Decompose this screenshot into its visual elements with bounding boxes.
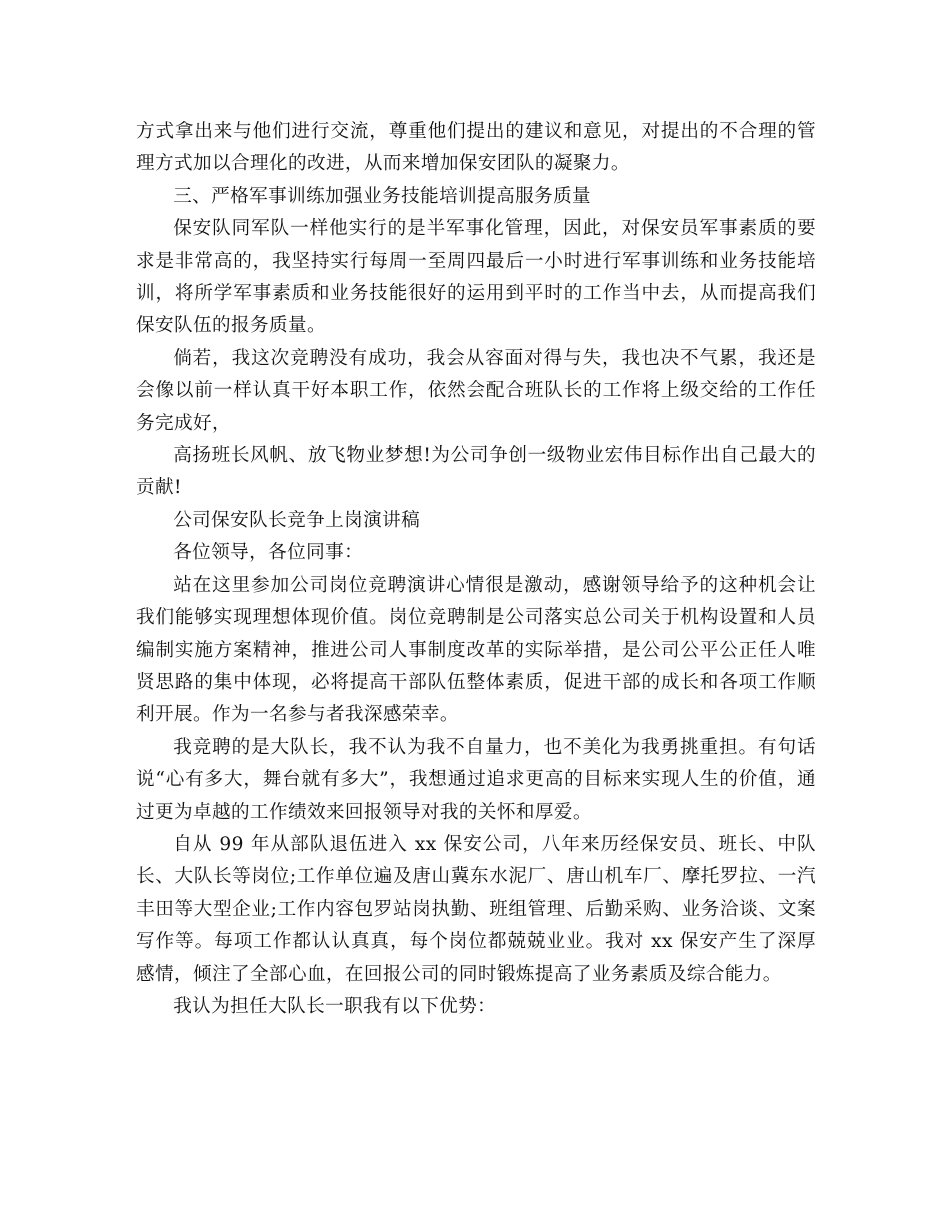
speech-title: 公司保安队长竞争上岗演讲稿 (173, 509, 421, 531)
salutation: 各位领导，各位同事： (173, 542, 364, 564)
paragraph-4: 倘若，我这次竞聘没有成功，我会从容面对得与失，我也决不气累，我还是会像以前一样认真干好本职工作，依然会配合班队长的工作将上级交给的工作任务完成好， (136, 347, 816, 434)
paragraph-8: 站在这里参加公司岗位竞聘演讲心情很是激动，感谢领导给予的这种机会让我们能够实现理想体现价值。岗位竞聘制是公司落实总公司关于机构设置和人员编制实施方案精神，推进公司人事制度改革的实际举措，是公司公平公正任人唯贤思路的集中体现，必将提高干部队伍整体素质，促进干部的成长和各项工作顺利开展。作为一名参与者我深感荣幸。 (136, 574, 816, 726)
paragraph-2: 三、严格军事训练加强业务技能培训提高服务质量 (173, 185, 592, 207)
paragraph-3: 保安队同军队一样他实行的是半军事化管理，因此，对保安员军事素质的要求是非常高的，我坚持实行每周一至周四最后一小时进行军事训练和业务技能培训，将所学军事素质和业务技能很好的运用到平时的工作当中去，从而提高我们保安队伍的报务质量。 (136, 218, 816, 337)
paragraph-9: 我竞聘的是大队长，我不认为我不自量力，也不美化为我勇挑重担。有句话说“心有多大，舞台就有多大”，我想通过追求更高的目标来实现人生的价值，通过更为卓越的工作绩效来回报领导对我的关怀和厚爱。 (136, 736, 816, 823)
paragraph-10: 自从 99 年从部队退伍进入 xx 保安公司，八年来历经保安员、班长、中队长、大队长等岗位;工作单位遍及唐山冀东水泥厂、唐山机车厂、摩托罗拉、一汽丰田等大型企业;工作内容包罗站岗执勤、班组管理、后勤采购、业务洽谈、文案写作等。每项工作都认认真真，每个岗位都兢兢业业。我对 xx 保安产生了深厚感情，倾注了全部心血，在回报公司的同时锻炼提高了业务素质及综合能力。 (136, 833, 816, 985)
paragraph-11: 我认为担任大队长一职我有以下优势： (173, 995, 497, 1017)
paragraph-5: 高扬班长风帆、放飞物业梦想!为公司争创一级物业宏伟目标作出自己最大的贡献! (136, 445, 816, 499)
paragraph-1: 方式拿出来与他们进行交流，尊重他们提出的建议和意见，对提出的不合理的管理方式加以合理化的改进，从而来增加保安团队的凝聚力。 (136, 121, 816, 175)
document-body (136, 116, 816, 1023)
